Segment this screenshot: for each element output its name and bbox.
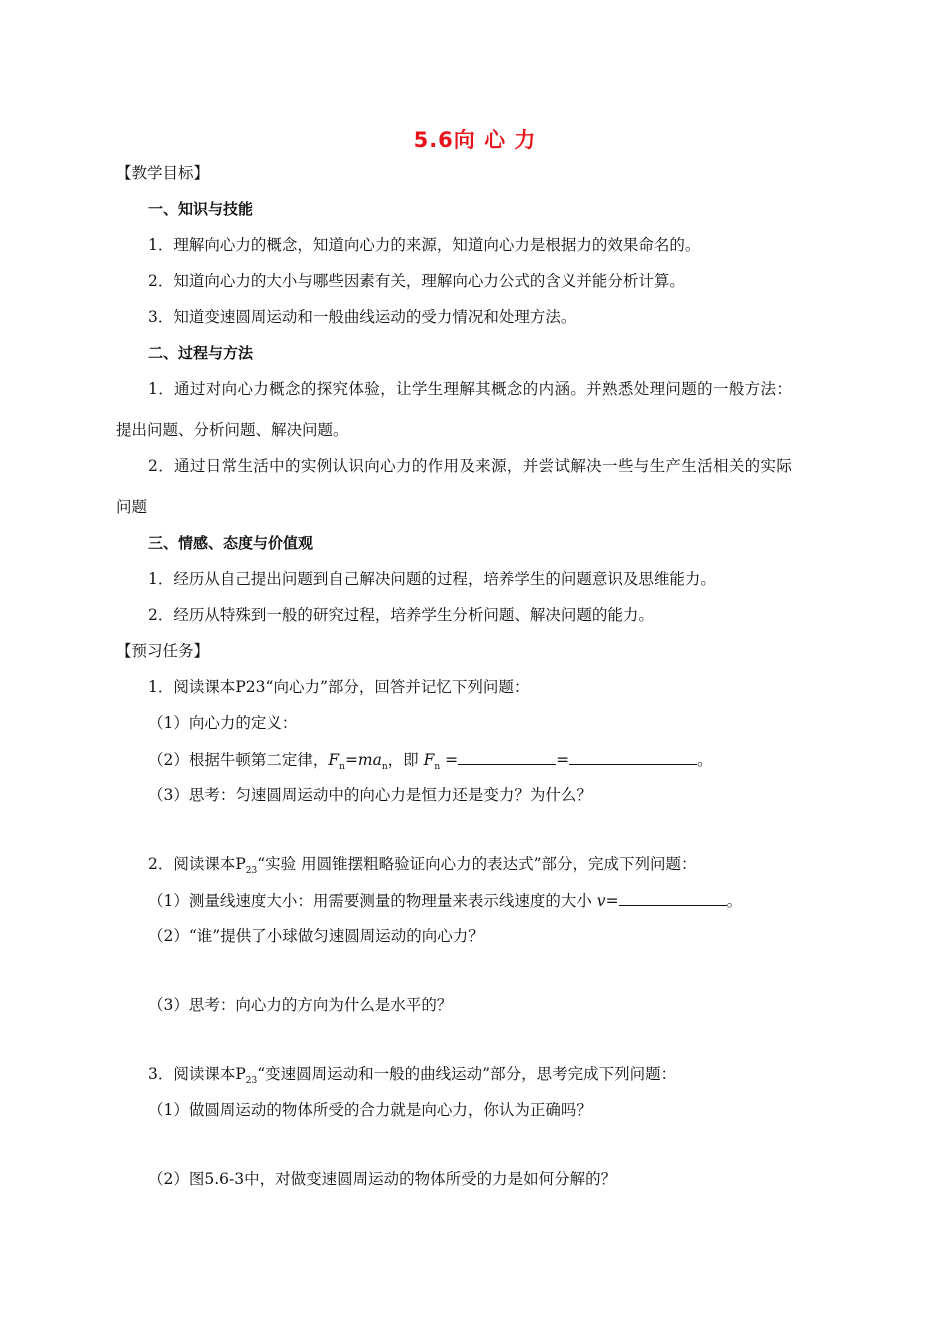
subscript-n: n (434, 762, 441, 773)
task1-q2-mid: ，即 (387, 751, 424, 769)
knowledge-item-2: 2．知道向心力的大小与哪些因素有关，理解向心力公式的含义并能分析计算。 (148, 272, 685, 290)
equals-sign: = (556, 751, 570, 769)
objectives-header: 【教学目标】 (116, 164, 210, 182)
task1-question-1: （1）向心力的定义： (148, 714, 298, 732)
period: 。 (697, 751, 713, 769)
process-item-2-line-2: 问题 (116, 498, 148, 516)
task1-intro: 1．阅读课本P23“向心力”部分，回答并记忆下列问题： (148, 678, 530, 696)
task3-intro-prefix: 3．阅读课本P (148, 1065, 246, 1083)
section-process-heading: 二、过程与方法 (148, 344, 254, 362)
period: 。 (726, 892, 743, 910)
task2-question-1 (148, 889, 742, 912)
section-attitude-heading: 三、情感、态度与价值观 (148, 534, 314, 552)
page-subscript: 23 (245, 866, 258, 877)
process-item-1-line-2: 提出问题、分析问题、解决问题。 (116, 421, 349, 439)
section-knowledge-heading: 一、知识与技能 (148, 200, 254, 218)
formula-ma: =ma (344, 751, 382, 769)
process-item-2-line-1: 2．通过日常生活中的实例认识向心力的作用及来源，并尝试解决一些与生产生活相关的实际 (148, 457, 793, 475)
page-subscript: 23 (245, 1076, 258, 1087)
task2-question-3: （3）思考：向心力的方向为什么是水平的？ (148, 996, 453, 1014)
equals-sign: = (440, 751, 459, 769)
task3-intro (148, 1063, 676, 1092)
task3-question-2: （2）图5.6-3中，对做变速圆周运动的物体所受的力是如何分解的？ (148, 1170, 617, 1188)
task2-question-2: （2）“谁”提供了小球做匀速圆周运动的向心力？ (148, 927, 484, 945)
knowledge-item-1: 1．理解向心力的概念，知道向心力的来源，知道向心力是根据力的效果命名的。 (148, 236, 701, 254)
answer-blank-1[interactable] (458, 748, 556, 765)
task2-intro-prefix: 2．阅读课本P (148, 855, 246, 873)
equals-sign: = (605, 892, 619, 910)
subscript-n: n (339, 762, 345, 773)
answer-blank-2[interactable] (569, 748, 697, 765)
velocity-symbol: v (596, 892, 606, 910)
process-item-1-line-1: 1．通过对向心力概念的探究体验，让学生理解其概念的内涵。并熟悉处理问题的一般方法： (148, 380, 793, 398)
task3-intro-text: “变速圆周运动和一般的曲线运动”部分，思考完成下列问题： (257, 1065, 677, 1083)
force-symbol: F (423, 751, 435, 769)
force-symbol: F (328, 751, 340, 769)
answer-blank-3[interactable] (619, 889, 727, 906)
task1-question-2 (148, 748, 713, 778)
task1-q2-prefix: （2）根据牛顿第二定律， (148, 751, 329, 769)
task1-question-3: （3）思考：匀速圆周运动中的向心力是恒力还是变力？为什么？ (148, 786, 592, 804)
attitude-item-1: 1．经历从自己提出问题到自己解决问题的过程，培养学生的问题意识及思维能力。 (148, 570, 716, 588)
task2-intro (148, 853, 697, 882)
task2-q1-text: （1）测量线速度大小：用需要测量的物理量来表示线速度的大小 (148, 892, 597, 910)
preview-header: 【预习任务】 (116, 642, 210, 660)
task3-question-1: （1）做圆周运动的物体所受的合力就是向心力，你认为正确吗？ (148, 1101, 592, 1119)
attitude-item-2: 2．经历从特殊到一般的研究过程，培养学生分析问题、解决问题的能力。 (148, 606, 654, 624)
task2-intro-text: “实验 用圆锥摆粗略验证向心力的表达式”部分，完成下列问题： (257, 855, 697, 873)
subscript-n: n (381, 762, 388, 773)
knowledge-item-3: 3．知道变速圆周运动和一般曲线运动的受力情况和处理方法。 (148, 308, 577, 326)
page-title: 5.6向 心 力 (413, 128, 537, 152)
